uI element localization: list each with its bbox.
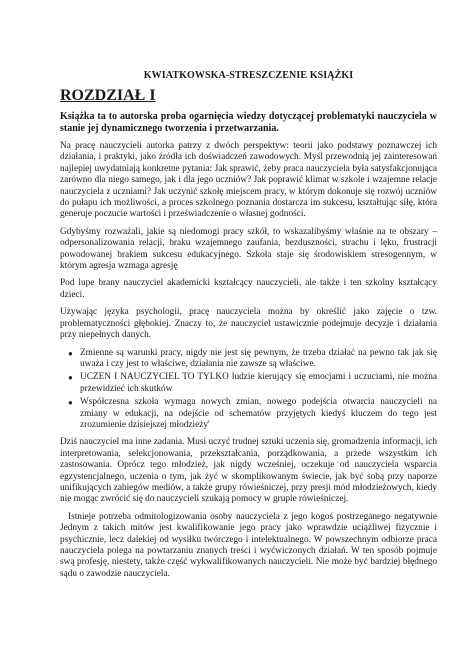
list-item: ● Współczesna szkoła wymaga nowych zmian, nowego podejścia otwarcia nauczycieli na zmiany w edukacji, na odejście od schematów przyjętych kiedyś kluczem do tego jest zrozumienie dzisiejszej młodzieży': [68, 397, 437, 430]
bullet-list: [60, 348, 437, 432]
bullet-icon: ●: [68, 373, 73, 383]
bullet-icon: ●: [68, 348, 73, 358]
list-item: ● Zmienne są warunki pracy, nigdy nie jest się pewnym, że trzeba działać na pewno tak jak się uważa i czy jest to właściwe, działania nie zawsze są właściwe.: [68, 347, 437, 369]
document-title: KWIATKOWSKA-STRESZCZENIE KSIĄŻKI: [143, 70, 354, 81]
paragraph-school-deficiencies: Gdybyśmy rozważali, jakie są niedomogi pracy szkół, to wskazalibyśmy właśnie na te obszary – odpersonalizowania relacji, braku wzajemnego zaufania, bezduszności, strachu i lęku, frustracji powodowanej brakiem sukcesu edukacyjnego. Szkoła staje się środowiskiem stresogennym, w którym agresja wzmaga agresję: [60, 226, 437, 272]
bullet-icon: ●: [68, 398, 73, 408]
paragraph-psychology: Używając języka psychologii, pracę nauczyciela można by określić jako zajęcie o tzw. problematyczności głębokiej. Znaczy to, że nauczyciel ustawicznie podejmuje decyzje i działania przy niepełnych danych.: [60, 307, 437, 341]
paragraph-demythologize: Istnieje potrzeba odmitologizowania osoby nauczyciela z jego kogoś postrzeganego negatywnie Jednym z takich mitów jest kwalifikowanie jego pracy jako wprawdzie uciążliwej fizycznie i psychicznie, lecz dalekiej od wysiłku twórczego i intelektualnego. W powszechnym odbiorze praca nauczyciela polega na powtarzaniu znanych treści i wyćwiczonych działań. W ten sposób pojmuje swą profesję, niestety, także część wykwalifikowanych nauczycieli. Nie może być bardziej błędnego sądu o zawodzie nauczyciela.: [60, 511, 437, 579]
lead-paragraph: Książka ta to autorska proba ogarnięcia wiedzy dotyczącej problematyki nauczyciela w stanie jej dynamicznego tworzenia i przetwarzania.: [60, 111, 437, 134]
paragraph-new-tasks: Dziś nauczyciel ma inne zadania. Musi uczyć trudnej sztuki uczenia się, gromadzenia informacji, ich interpretowania, selekcjonowania, przekształcania, porządkowania, a przede wszystkim ich zastosowania. Oprócz tego młodzież, jak nigdy wcześniej, oczekuje od nauczyciela wsparcia egzystencjalnego, uczenia o tym, jak żyć w skomplikowanym świecie, jak być sobą przy naporze unifikujących zabiegów mediów, a także grupy rówieśniczej, przy presji mód młodzieżowych, kiedy nie mogąc zwrócić się do nauczycieli szukają pomocy w grupie rówieśniczej.: [60, 437, 437, 505]
chapter-heading: ROZDZIAŁ I: [60, 87, 156, 104]
paragraph-perspectives: Na pracę nauczycieli autorka patrzy z dwóch perspektyw: teorii jako podstawy poznawczej ich działania, i praktyki, jako źródła ich doświadczeń zawodowych. Myśl przewodnią jej zainteresowań najlepiej uwydatniają konkretne pytania: Jak sprawić, żeby praca nauczyciela była satysfakcjonująca zarówno dla niego samego, jak i dla jego uczniów? Jak poprawić klimat w szkole i wzajemne relacje nauczyciela z uczniami? Jak uczynić szkołę miejscem pracy, w którym dokonuje się rozwój uczniów do pułapu ich możliwości, a proces szkolnego poznania dostarcza im sukcesu, kształtując siłę, która generuje poczucie wartości i przeświadczenie o własnej godności.: [60, 141, 437, 220]
list-item: ● UCZEN I NAUCZYCIEL TO TYLKO ludzie kierujący się emocjami i uczuciami, nie można przewidzieć ich skutków: [68, 372, 437, 394]
paragraph-academic-teacher: Pod lupe brany nauczyciel akademicki kształcący nauczycieli, ale także i ten szkolny kształcący dzieci.: [60, 278, 437, 300]
